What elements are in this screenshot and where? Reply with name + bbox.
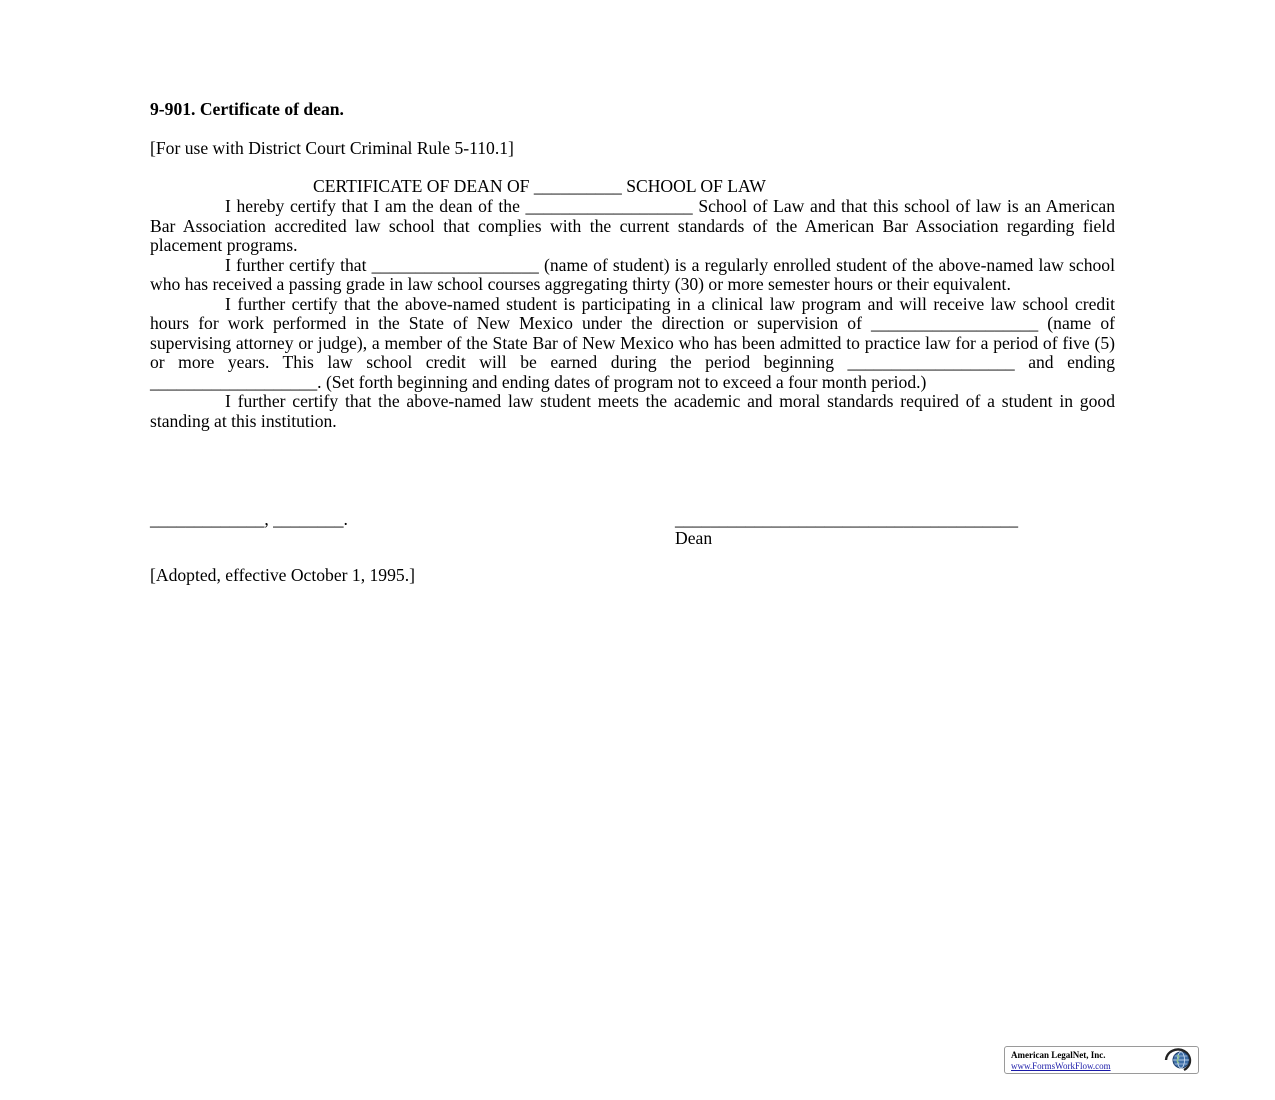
date-line: _____________, ________.: [150, 509, 348, 529]
paragraph-good-standing: I further certify that the above-named law student meets the academic and moral standards required of a student in good standing at this institution.: [150, 391, 1115, 431]
rule-usage-note: [For use with District Court Criminal Rule 5-110.1]: [150, 138, 514, 158]
logo-website-link[interactable]: www.FormsWorkFlow.com: [1011, 1061, 1111, 1071]
paragraph-dean-certification: I hereby certify that I am the dean of the ___________________ School of Law and that this school of law is an American Bar Association accredited law school that complies with the current standards of the American Bar Association regarding field placement programs.: [150, 196, 1115, 255]
logo-company-name: American LegalNet, Inc.: [1011, 1050, 1106, 1060]
paragraph-student-enrollment: I further certify that ___________________ (name of student) is a regularly enrolled student of the above-named law school who has received a passing grade in law school courses aggregating thirty (30) or more semester hours or their equivalent.: [150, 254, 1115, 294]
globe-icon: [1162, 1048, 1196, 1072]
signature-label-dean: Dean: [675, 528, 713, 548]
paragraph-clinical-program: I further certify that the above-named student is participating in a clinical law program and will receive law school credit hours for work performed in the State of New Mexico under the direction or supervision of ___________________ (name of supervising attorney or judge), a member of the State Bar of New Mexico who has been admitted to practice law for a period of five (5) or more years. This law school credit will be earned during the period beginning ___________________ and ending ___________________. (Set forth beginning and ending dates of program not to exceed a four month period.): [150, 293, 1115, 392]
rule-title: 9-901. Certificate of dean.: [150, 99, 344, 119]
certificate-heading: CERTIFICATE OF DEAN OF __________ SCHOOL OF LAW: [313, 176, 766, 196]
adopted-note: [Adopted, effective October 1, 1995.]: [150, 565, 415, 585]
footer-logo: [1004, 1046, 1199, 1074]
certificate-body: [150, 197, 1115, 431]
signature-line: _______________________________________: [675, 509, 1019, 529]
signature-block: [150, 510, 1130, 550]
